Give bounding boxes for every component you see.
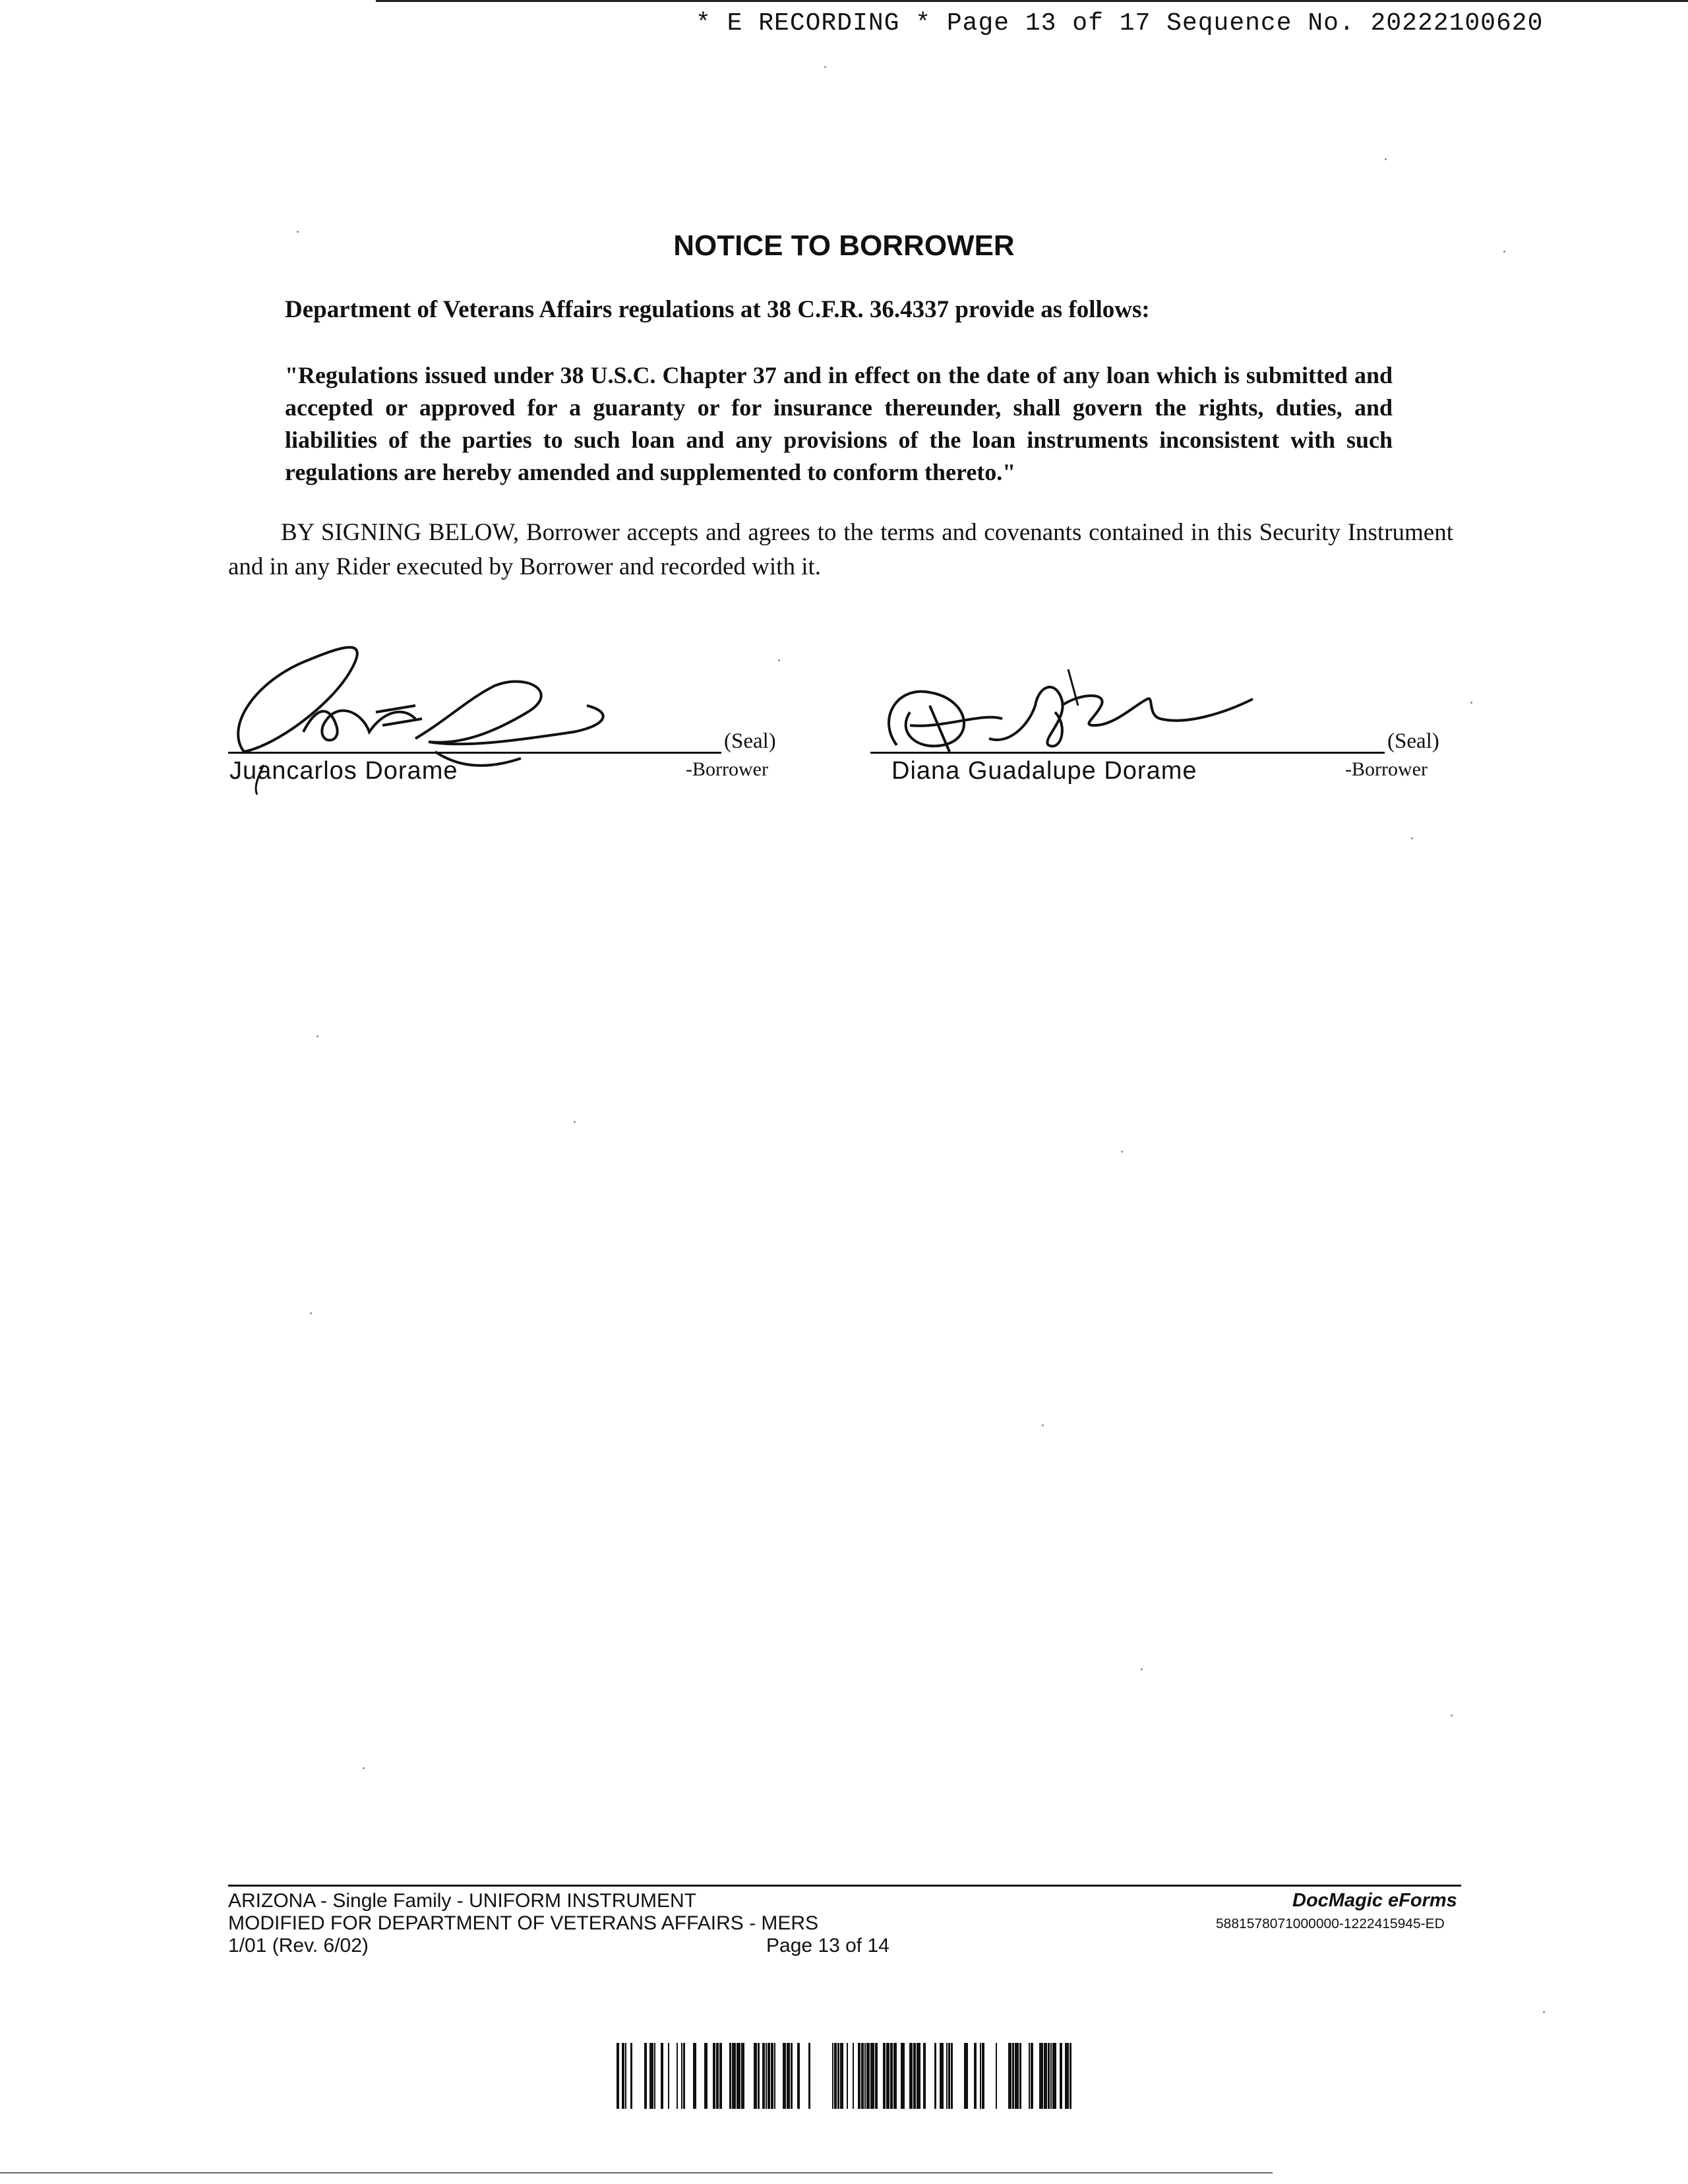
barcode-bar (797, 2043, 800, 2109)
va-regulation-intro: Department of Veterans Affairs regulations at 38 C.F.R. 36.4337 provide as follows: (285, 296, 1150, 323)
scan-speck (297, 231, 299, 233)
barcode-bar (974, 2043, 977, 2109)
barcode-bar (834, 2043, 837, 2109)
barcode-bar (980, 2043, 981, 2109)
seal-label: (Seal) (724, 729, 776, 753)
barcode-bar (832, 2043, 833, 2109)
barcode-bar (683, 2043, 685, 2109)
barcode-bar (1008, 2043, 1011, 2109)
barcode-bar (758, 2043, 760, 2109)
notice-title: NOTICE TO BORROWER (673, 229, 1015, 262)
scan-speck (1385, 158, 1387, 160)
scan-speck (316, 1035, 318, 1037)
barcode-bar (996, 2043, 997, 2109)
barcode-bar (1065, 2043, 1069, 2109)
barcode-bar (693, 2043, 696, 2109)
barcode-bar (625, 2043, 626, 2109)
scan-speck (1503, 251, 1505, 253)
barcode-bar (853, 2043, 854, 2109)
barcode-bar (1019, 2043, 1021, 2109)
barcode-bar (1060, 2043, 1062, 2109)
form-line-modified: MODIFIED FOR DEPARTMENT OF VETERANS AFFAIRS - MERS (228, 1912, 819, 1934)
barcode-bar (1031, 2043, 1033, 2109)
barcode-bar (1070, 2043, 1071, 2109)
barcode-bar (840, 2043, 843, 2109)
barcode-bar (729, 2043, 731, 2109)
scan-speck (1543, 2011, 1545, 2013)
barcode-bar (808, 2043, 810, 2109)
signature-line (870, 752, 1385, 754)
barcode-bar (677, 2043, 678, 2109)
scan-speck (1451, 1714, 1453, 1716)
barcode-bar (1029, 2043, 1030, 2109)
barcode-bar (649, 2043, 653, 2109)
scan-speck (1121, 1151, 1123, 1153)
barcode-bar (713, 2043, 715, 2109)
footer-rule (228, 1885, 1461, 1887)
barcode-bar (886, 2043, 889, 2109)
barcode-bar (909, 2043, 913, 2109)
barcode-bar (847, 2043, 848, 2109)
barcode-bar (1052, 2043, 1056, 2109)
scan-speck (363, 1767, 365, 1769)
borrower-role-label: -Borrower (686, 758, 768, 780)
form-line-revision: 1/01 (Rev. 6/02) (228, 1935, 369, 1957)
form-line-state: ARIZONA - Single Family - UNIFORM INSTRUMENT (228, 1890, 697, 1912)
page-number: Page 13 of 14 (766, 1935, 889, 1957)
barcode-bar (837, 2043, 839, 2109)
barcode-bar (946, 2043, 948, 2109)
borrower-1-name: Juancarlos Dorame (229, 757, 458, 785)
barcode-bar (948, 2043, 950, 2109)
barcode-bar (923, 2043, 926, 2109)
barcode-bar (787, 2043, 790, 2109)
barcode-bar (883, 2043, 886, 2109)
barcode-bar (668, 2043, 669, 2109)
seal-label: (Seal) (1387, 729, 1439, 753)
scan-speck (1042, 1424, 1044, 1426)
barcode-bar (875, 2043, 878, 2109)
barcode-bar (1015, 2043, 1019, 2109)
barcode-bar (654, 2043, 655, 2109)
barcode-bar (1044, 2043, 1047, 2109)
barcode-bar (861, 2043, 864, 2109)
barcode-bar (762, 2043, 765, 2109)
regulation-quote: "Regulations issued under 38 U.S.C. Chapter 37 and in effect on the date of any loan which is submitted and accepted or approved for a guaranty or for insurance thereunder, shall govern the rights, duties, and liabilities of the parties to such loan and any provisions of the loan instruments inconsistent with such regulations are hereby amended and supplemented to conform thereto." (285, 362, 1393, 485)
scan-speck (824, 66, 826, 68)
barcode-bar (1050, 2043, 1052, 2109)
barcode-bar (719, 2043, 722, 2109)
form-identification (228, 1890, 818, 1957)
scan-speck (574, 1121, 576, 1123)
barcode-bar (737, 2043, 740, 2109)
barcode-bar (1039, 2043, 1043, 2109)
barcode-bar (982, 2043, 984, 2109)
barcode-bar (741, 2043, 744, 2109)
barcode-bar (704, 2043, 708, 2109)
scan-speck (1411, 837, 1413, 839)
scan-speck (310, 1312, 312, 1314)
barcode-bar (870, 2043, 874, 2109)
barcode-bar (866, 2043, 870, 2109)
barcode-bar (630, 2043, 632, 2109)
barcode-bar (661, 2043, 663, 2109)
barcode-bar (644, 2043, 647, 2109)
bottom-rule (0, 2172, 1273, 2173)
barcode-bar (774, 2043, 775, 2109)
recording-header: * E RECORDING * Page 13 of 17 Sequence No. 20222100620 (696, 9, 1544, 38)
barcode-bar (917, 2043, 920, 2109)
barcode-bar (858, 2043, 860, 2109)
scan-speck (1470, 702, 1472, 704)
barcode-bar (791, 2043, 793, 2109)
barcode-bar (732, 2043, 736, 2109)
barcode-bar (890, 2043, 893, 2109)
barcode-bar (940, 2043, 944, 2109)
barcode-bar (783, 2043, 786, 2109)
docmagic-logo: DocMagic eForms (1292, 1890, 1457, 1911)
signing-statement: BY SIGNING BELOW, Borrower accepts and agrees to the terms and covenants contained in this Security Instrument and in any Rider executed by Borrower and recorded with it. (228, 519, 1453, 580)
barcode-bar (901, 2043, 905, 2109)
barcode-bar (622, 2043, 624, 2109)
document-id: 5881578071000000-1222415945-ED (1216, 1916, 1445, 1931)
borrower-role-label: -Borrower (1345, 758, 1428, 780)
barcode-bar (771, 2043, 773, 2109)
barcode-bar (716, 2043, 719, 2109)
barcode-bar (766, 2043, 767, 2109)
barcode-bar (893, 2043, 897, 2109)
barcode-bar (951, 2043, 953, 2109)
borrower-2-handwritten-signature (870, 666, 1266, 765)
scan-speck (1141, 1668, 1143, 1670)
barcode-bar (1012, 2043, 1014, 2109)
borrower-2-name: Diana Guadalupe Dorame (891, 757, 1197, 785)
signature-line (228, 752, 721, 754)
barcode-bar (754, 2043, 757, 2109)
barcode-bar (768, 2043, 770, 2109)
barcode-bar (864, 2043, 866, 2109)
barcode-image (617, 2043, 1071, 2109)
barcode-bar (681, 2043, 682, 2109)
top-rule (376, 0, 1688, 2)
scan-speck (778, 659, 780, 661)
barcode-bar (617, 2043, 619, 2109)
barcode-bar (934, 2043, 936, 2109)
barcode-bar (913, 2043, 916, 2109)
barcode-bar (1048, 2043, 1050, 2109)
barcode-bar (964, 2043, 968, 2109)
